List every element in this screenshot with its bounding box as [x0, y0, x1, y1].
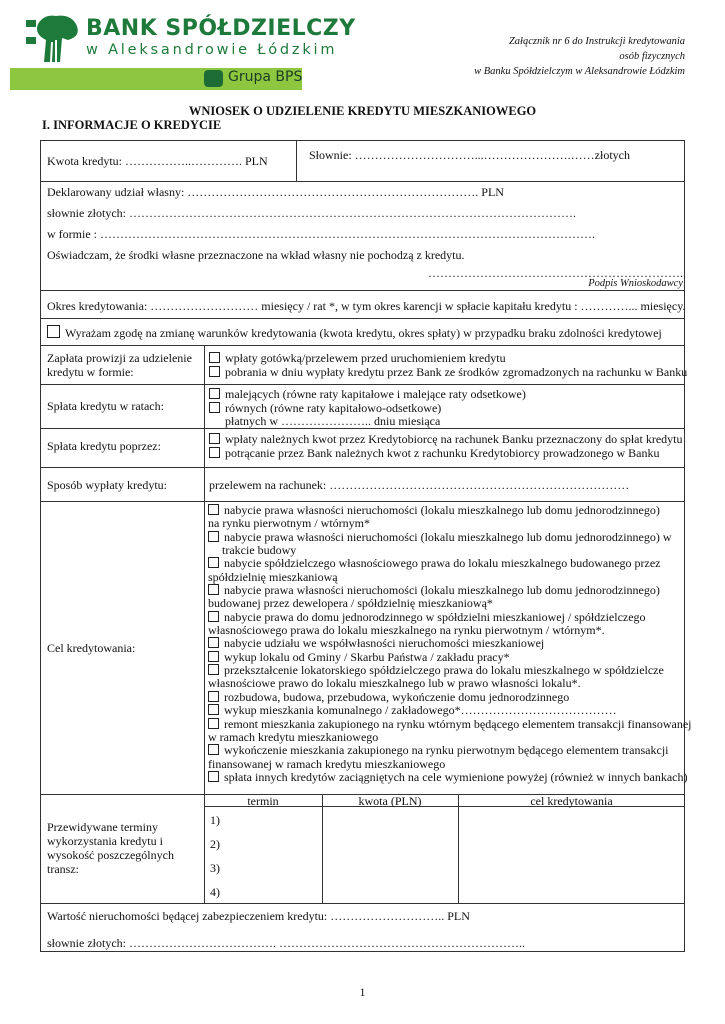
bank-name: BANK SPÓŁDZIELCZY [86, 16, 356, 41]
checkbox[interactable] [209, 352, 220, 363]
purpose-option[interactable] [208, 704, 683, 717]
purpose-option-label: wykończenie mieszkania zakupionego na rynku pierwotnym będącego elementem transakcji [224, 743, 669, 758]
checkbox[interactable] [209, 433, 220, 444]
purpose-option[interactable] [208, 651, 683, 664]
checkbox[interactable] [209, 402, 220, 413]
fee-option[interactable] [209, 365, 687, 379]
own-funds-declaration: Oświadczam, że środki własne przeznaczone na wkład własny nie pochodzą z kredytu. [47, 248, 465, 262]
installments-option[interactable] [209, 401, 441, 415]
page-number: 1 [359, 985, 366, 999]
checkbox[interactable] [208, 504, 219, 515]
installments-option-label: równych (równe raty kapitałowo-odsetkowe) [225, 401, 442, 415]
purpose-option[interactable] [208, 744, 683, 771]
attachment-note [474, 34, 685, 79]
installments-option[interactable] [209, 387, 526, 401]
section-title: I. INFORMACJE O KREDYCIE [42, 118, 222, 132]
fee-label [47, 351, 192, 379]
credit-amount-words-field[interactable]: Słownie: …………………………...………………….……złotych [309, 148, 630, 162]
credit-amount-field[interactable]: Kwota kredytu: ……………..…………. PLN [47, 154, 268, 168]
payout-account-field[interactable]: przelewem na rachunek: ………………………………………………………………… [209, 478, 630, 492]
row-divider [40, 318, 685, 319]
purpose-option-label: na rynku pierwotnym / wtórnym* [208, 516, 370, 531]
tranches-label-line: wykorzystania kredytu i [47, 834, 163, 848]
installments-day-field[interactable]: płatnych w ………………….. dniu miesiąca [225, 414, 441, 428]
checkbox[interactable] [208, 531, 219, 542]
purpose-option[interactable] [208, 664, 683, 691]
row-divider [40, 345, 685, 346]
checkbox[interactable] [209, 388, 220, 399]
purpose-option[interactable] [208, 769, 688, 784]
checkbox[interactable] [208, 744, 219, 755]
fee-label-line: kredytu w formie: [47, 365, 134, 379]
checkbox[interactable] [208, 664, 219, 675]
purpose-option[interactable] [208, 716, 692, 745]
tranches-label [47, 820, 174, 876]
repayment-option[interactable] [209, 446, 660, 460]
purpose-option-label: nabycie spółdzielczego własnościowego prawa do lokalu mieszkalnego budowanego przez [224, 556, 661, 571]
row-divider [40, 903, 685, 904]
repayment-option[interactable] [209, 432, 682, 446]
col-divider [296, 140, 297, 181]
purpose-label: Cel kredytowania: [47, 641, 136, 655]
repayment-option-label: potrącanie przez Bank należnych kwot z rachunku Kredytobiorcy prowadzonego w Banku [225, 446, 660, 460]
checkbox[interactable] [208, 611, 219, 622]
checkbox[interactable] [208, 691, 219, 702]
purpose-option-label: finansowanej w ramach kredytu mieszkaniowego [208, 756, 446, 771]
own-share-words-field[interactable]: słownie złotych: …………………………………………………………………………………………………. [47, 206, 576, 220]
checkbox[interactable] [208, 584, 219, 595]
purpose-option-label: trakcie budowy [222, 543, 297, 558]
col-divider [458, 794, 459, 903]
purpose-option-label: nabycie udziału we współwłasności nieruchomości mieszkaniowej [224, 636, 545, 651]
own-share-form-field[interactable]: w formie : ……………………………………………………………………………………………………………. [47, 227, 595, 241]
tranche-row-2[interactable]: 2) [210, 837, 220, 851]
credit-period-field[interactable]: Okres kredytowania: ……………………… miesięcy / rat *, w tym okres karencji w spłacie kapitału kredytu : …………... miesięcy. [47, 299, 686, 313]
purpose-option-label: budowanej przez dewelopera / spółdzielnię mieszkaniową* [208, 596, 493, 611]
tranche-header-amount: kwota (PLN) [358, 794, 422, 808]
purpose-option-label: własnościowe prawo do lokalu mieszkalnego lub w prawo własności lokalu*. [208, 676, 581, 691]
attachment-line: Załącznik nr 6 do Instrukcji kredytowania [508, 36, 685, 47]
purpose-option[interactable] [208, 611, 683, 638]
signature-line[interactable]: ………………………………………………………. [428, 266, 683, 280]
fee-option-label: wpłaty gotówką/przelewem przed uruchomieniem kredytu [225, 351, 506, 365]
purpose-option-label: w ramach kredytu mieszkaniowego [208, 729, 379, 744]
tranches-label-line: transz: [47, 862, 79, 876]
row-divider [40, 501, 685, 502]
purpose-option-label: nabycie prawa własności nieruchomości (lokalu mieszkalnego lub domu jednorodzinnego) [224, 503, 660, 517]
bank-logo-tree-icon [22, 12, 84, 64]
purpose-option[interactable] [208, 531, 683, 558]
row-divider [40, 181, 685, 182]
col-divider [322, 794, 323, 903]
collateral-words-field[interactable]: słownie złotych: ………………………………. …………………………………………………….. [47, 936, 525, 950]
checkbox[interactable] [208, 704, 219, 715]
checkbox[interactable] [208, 771, 219, 782]
group-name: Grupa BPS [228, 69, 303, 85]
purpose-option-label: spółdzielnię mieszkaniową [208, 569, 338, 584]
attachment-line: osób fizycznych [619, 51, 685, 62]
purpose-option-label: remont mieszkania zakupionego na rynku wtórnym będącego elementem transakcji finansowanej [224, 716, 692, 731]
own-share-field[interactable]: Deklarowany udział własny: ………………………………………………………………. PLN [47, 185, 504, 199]
purpose-option-label: wykup mieszkania komunalnego / zakładowego*………………………………… [224, 703, 617, 718]
tranche-header-term: termin [247, 794, 279, 808]
consent-checkbox[interactable] [47, 325, 60, 338]
checkbox[interactable] [208, 557, 219, 568]
tranches-label-line: wysokość poszczególnych [47, 848, 174, 862]
row-divider [40, 467, 685, 468]
repayment-label: Spłata kredytu poprzez: [47, 439, 161, 453]
fee-option[interactable] [209, 351, 506, 365]
payout-label: Sposób wypłaty kredytu: [47, 478, 167, 492]
tranche-row-3[interactable]: 3) [210, 861, 220, 875]
fee-label-line: Zapłata prowizji za udzielenie [47, 351, 192, 365]
tranche-row-4[interactable]: 4) [210, 885, 220, 899]
purpose-option-label: własnościowego prawa do lokalu mieszkalnego na rynku pierwotnym / wtórnym*. [208, 623, 605, 638]
purpose-option[interactable] [208, 557, 683, 584]
checkbox[interactable] [208, 718, 219, 729]
purpose-options [208, 503, 692, 784]
col-divider [204, 345, 205, 903]
purpose-option-label: przekształcenie lokatorskiego spółdzielczego prawa do lokalu mieszkalnego w spółdzielcze [224, 663, 664, 678]
row-divider [40, 428, 685, 429]
signature-label: Podpis Wnioskodawcy [588, 278, 683, 289]
tranche-header-purpose: cel kredytowania [530, 794, 613, 808]
attachment-line: w Banku Spółdzielczym w Aleksandrowie Łódzkim [474, 66, 685, 77]
bps-icon [204, 70, 223, 87]
checkbox[interactable] [208, 637, 219, 648]
consent-label: Wyrażam zgodę na zmianę warunków kredytowania (kwota kredytu, okres spłaty) w przypadku braku zdolności kredytowej [65, 326, 662, 340]
tranches-label-line: Przewidywane terminy [47, 820, 158, 834]
checkbox[interactable] [209, 447, 220, 458]
repayment-option-label: wpłaty należnych kwot przez Kredytobiorcę na rachunek Banku przeznaczony do spłat kredytu [225, 432, 683, 446]
purpose-option-label: nabycie prawa własności nieruchomości (lokalu mieszkalnego lub domu jednorodzinnego) [224, 583, 660, 598]
checkbox[interactable] [208, 651, 219, 662]
consent-row[interactable] [47, 325, 662, 340]
tranche-row-1[interactable]: 1) [210, 813, 220, 827]
collateral-value-field[interactable]: Wartość nieruchomości będącej zabezpieczeniem kredytu: ……………………….. PLN [47, 909, 470, 923]
purpose-option[interactable] [208, 637, 683, 650]
document-title: WNIOSEK O UDZIELENIE KREDYTU MIESZKANIOWEGO [188, 104, 537, 118]
purpose-option-label: wykup lokalu od Gminy / Skarbu Państwa / zakładu pracy* [224, 649, 510, 664]
purpose-option[interactable] [208, 584, 683, 611]
checkbox[interactable] [209, 366, 220, 377]
fee-option-label: pobrania w dniu wypłaty kredytu przez Bank ze środków zgromadzonych na rachunku w Banku [225, 365, 688, 379]
purpose-option[interactable] [208, 691, 683, 704]
purpose-option-label: rozbudowa, budowa, przebudowa, wykończenie domu jednorodzinnego [224, 689, 570, 704]
purpose-option-label: spłata innych kredytów zaciągniętych na cele wymienione powyżej (również w innych bankach) [224, 769, 688, 784]
installments-label: Spłata kredytu w ratach: [47, 399, 164, 413]
row-divider [40, 384, 685, 385]
purpose-option-label: nabycie prawa do domu jednorodzinnego w spółdzielni mieszkaniowej / spółdzielczego [224, 609, 646, 624]
purpose-option[interactable] [208, 504, 683, 531]
bank-location: w Aleksandrowie Łódzkim [86, 42, 338, 58]
purpose-option-label: nabycie prawa własności nieruchomości (lokalu mieszkalnego lub domu jednorodzinnego) w [224, 529, 672, 544]
installments-option-label: malejących (równe raty kapitałowe i malejące raty odsetkowe) [225, 387, 526, 401]
